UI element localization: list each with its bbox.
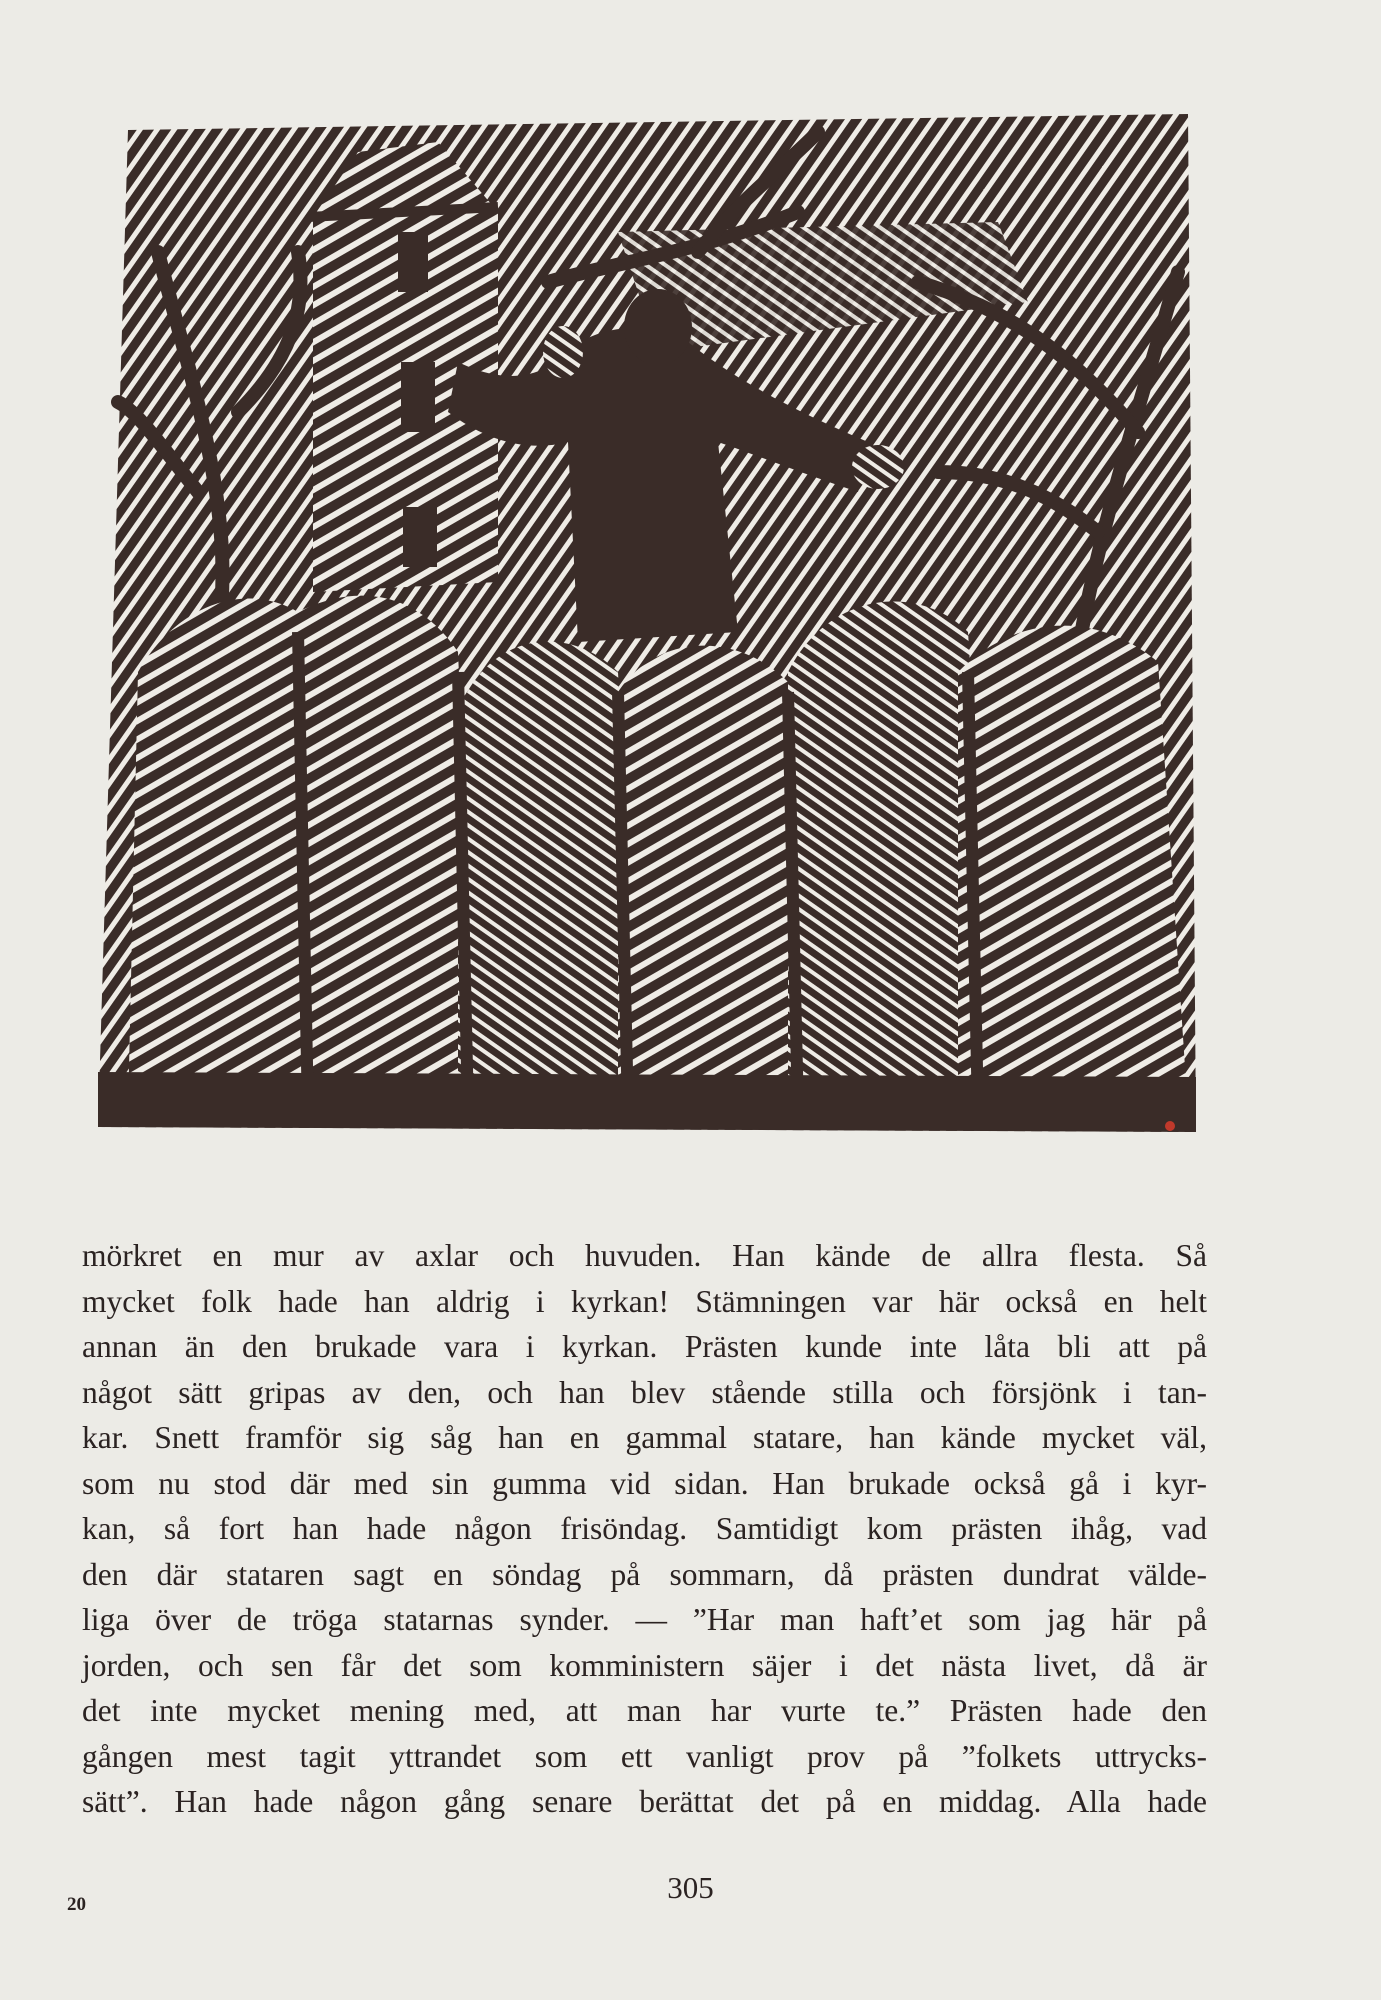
text-line: det inte mycket mening med, att man har vurte te.” Prästen hade den: [82, 1693, 1207, 1728]
signature-mark: 20: [67, 1894, 86, 1915]
text-line: kar. Snett framför sig såg han en gammal statare, han kände mycket väl,: [82, 1420, 1207, 1455]
text-line: något sätt gripas av den, och han blev stående stilla och försjönk i tan-: [82, 1374, 1207, 1410]
text-line: mörkret en mur av axlar och huvuden. Han kände de allra flesta. Så: [82, 1238, 1207, 1273]
text-line: liga över de tröga statarnas synder. — ”Har man haft’et som jag här på: [82, 1602, 1207, 1637]
text-line: som nu stod där med sin gumma vid sidan. Han brukade också gå i kyr-: [82, 1465, 1207, 1501]
church-tower: [308, 142, 498, 592]
woodcut-illustration: [98, 112, 1198, 1137]
text-line: jorden, och sen får det som komministern säjer i det nästa livet, då är: [82, 1647, 1207, 1683]
body-text: [82, 1233, 1207, 1825]
text-line: mycket folk hade han aldrig i kyrkan! Stämningen var här också en helt: [82, 1283, 1207, 1319]
text-line: den där stataren sagt en söndag på sommarn, då prästen dundrat välde-: [82, 1556, 1207, 1592]
crowd: [128, 596, 1188, 1112]
text-line: gången mest tagit yttrandet som ett vanligt prov på ”folkets uttrycks-: [82, 1738, 1207, 1774]
text-line: annan än den brukade vara i kyrkan. Prästen kunde inte låta bli att på: [82, 1329, 1207, 1364]
text-line: sätt”. Han hade någon gång senare berättat det på en middag. Alla hade: [82, 1784, 1207, 1819]
page-number: 305: [667, 1870, 714, 1905]
text-line: kan, så fort han hade någon frisöndag. Samtidigt kom prästen ihåg, vad: [82, 1511, 1207, 1546]
